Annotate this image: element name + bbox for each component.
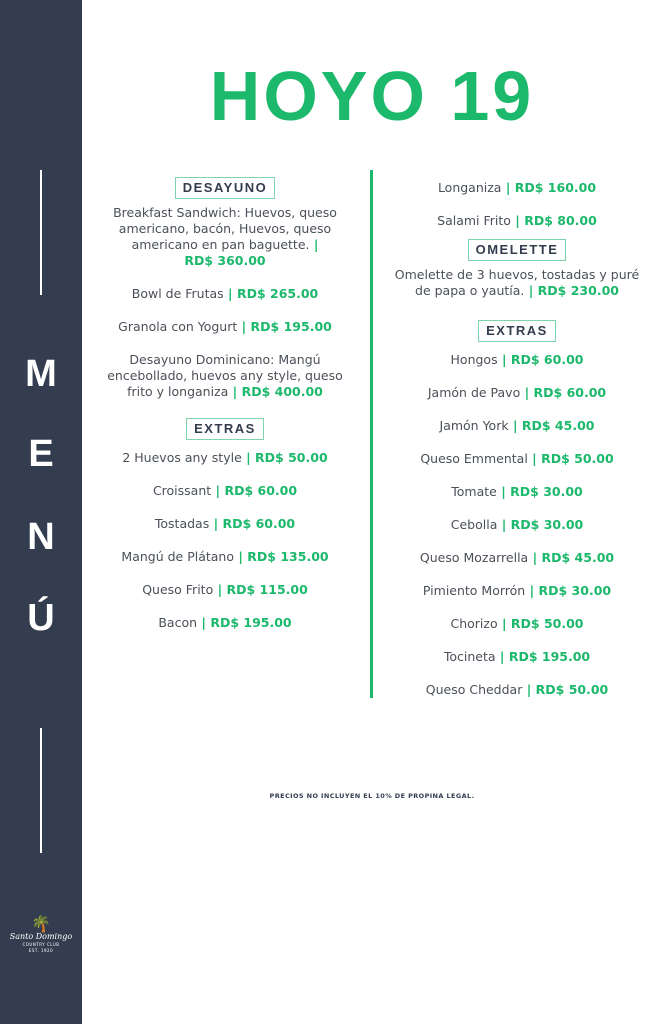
- menu-item: [100, 615, 350, 631]
- menu-item: [100, 582, 350, 598]
- menu-item: [100, 516, 350, 532]
- price-separator: |: [510, 213, 525, 228]
- price-separator: |: [497, 616, 511, 631]
- menu-item: [100, 205, 350, 269]
- sidebar-letter-e: E: [28, 433, 54, 475]
- price-separator: |: [234, 549, 248, 564]
- omelette-list: [392, 267, 642, 299]
- menu-item-price: RD$ 360.00: [184, 253, 266, 268]
- column-divider: [370, 170, 373, 698]
- menu-item-name: Longaniza: [437, 180, 502, 195]
- menu-item-name: Chorizo: [450, 616, 498, 631]
- sidebar-letter-u: Ú: [27, 597, 55, 639]
- menu-item: [100, 319, 350, 335]
- menu-item: [100, 549, 350, 565]
- sidebar-bottom-line: [40, 728, 42, 853]
- extras-right-list: [392, 352, 642, 698]
- menu-item: [392, 267, 642, 299]
- price-separator: |: [497, 352, 511, 367]
- menu-item-price: RD$ 135.00: [247, 549, 329, 564]
- menu-item-name: Cebolla: [450, 517, 498, 532]
- menu-item-price: RD$ 80.00: [524, 213, 597, 228]
- menu-item-price: RD$ 195.00: [250, 319, 332, 334]
- menu-item-name: Pimiento Morrón: [422, 583, 526, 598]
- price-separator: |: [213, 582, 227, 597]
- menu-item-price: RD$ 160.00: [514, 180, 597, 195]
- extras-heading-left: EXTRAS: [186, 418, 264, 440]
- menu-item: [105, 352, 345, 400]
- logo-script: Santo Domingo: [9, 932, 73, 941]
- price-separator: |: [209, 516, 223, 531]
- club-logo: [6, 916, 76, 954]
- menu-item-name: Bacon: [158, 615, 198, 630]
- omelette-heading: OMELETTE: [468, 239, 567, 261]
- price-separator: |: [528, 550, 542, 565]
- price-separator: |: [522, 682, 536, 697]
- menu-item: [392, 418, 642, 434]
- right-column: [392, 180, 642, 698]
- menu-item-price: RD$ 50.00: [255, 450, 328, 465]
- menu-item-name: Jamón de Pavo: [427, 385, 521, 400]
- desayuno-list: [100, 205, 350, 400]
- left-column: [100, 177, 350, 631]
- menu-item-price: RD$ 60.00: [224, 483, 298, 498]
- menu-item-price: RD$ 115.00: [226, 582, 308, 597]
- menu-item-price: RD$ 265.00: [236, 286, 319, 301]
- menu-item-name: Desayuno Dominicano: Mangú encebollado, huevos any style, queso frito y longaniza: [107, 352, 343, 399]
- menu-item: [100, 286, 350, 302]
- menu-item: [392, 583, 642, 599]
- price-separator: |: [520, 385, 534, 400]
- price-separator: |: [501, 180, 515, 195]
- menu-item-price: RD$ 50.00: [541, 451, 614, 466]
- menu-item-price: RD$ 230.00: [537, 283, 619, 298]
- menu-item-name: Tocineta: [443, 649, 496, 664]
- menu-item-name: Mangú de Plátano: [121, 549, 235, 564]
- logo-line2: COUNTRY CLUB: [22, 942, 60, 947]
- logo-line3: EST. 1920: [28, 948, 54, 953]
- sidebar: [0, 0, 82, 1024]
- menu-item: [100, 450, 350, 466]
- palm-tree-icon: 🌴: [31, 914, 51, 933]
- menu-item: [392, 517, 642, 533]
- menu-item: [392, 649, 642, 665]
- price-separator: |: [497, 517, 511, 532]
- menu-item-name: Tomate: [451, 484, 497, 499]
- sidebar-top-line: [40, 170, 42, 295]
- menu-item-name: Breakfast Sandwich: Huevos, queso americano, bacón, Huevos, queso americano en pan baguette.: [113, 205, 337, 252]
- extras-left-list: [100, 450, 350, 631]
- menu-item: [392, 451, 642, 467]
- menu-item-price: RD$ 400.00: [241, 384, 323, 399]
- page-title: HOYO 19: [209, 57, 535, 135]
- menu-item-name: Queso Emmental: [420, 451, 528, 466]
- price-separator: |: [309, 237, 319, 252]
- menu-item: [392, 213, 642, 229]
- menu-item: [392, 616, 642, 632]
- menu-item: [392, 352, 642, 368]
- menu-item-name: 2 Huevos any style: [122, 450, 242, 465]
- menu-item-price: RD$ 45.00: [521, 418, 595, 433]
- menu-item-price: RD$ 60.00: [222, 516, 296, 531]
- menu-item-name: Queso Frito: [142, 582, 214, 597]
- price-separator: |: [496, 484, 511, 499]
- price-separator: |: [237, 319, 251, 334]
- extras-heading-right: EXTRAS: [478, 320, 556, 342]
- menu-item: [392, 180, 642, 196]
- menu-item-price: RD$ 30.00: [538, 583, 612, 598]
- menu-item-name: Queso Cheddar: [425, 682, 523, 697]
- menu-item: [392, 550, 642, 566]
- price-separator: |: [197, 615, 211, 630]
- menu-item-price: RD$ 50.00: [535, 682, 609, 697]
- menu-item-price: RD$ 30.00: [510, 484, 583, 499]
- sidebar-letter-n: N: [27, 516, 55, 558]
- sidebar-letter-m: M: [25, 353, 57, 395]
- menu-item-name: Queso Mozarrella: [419, 550, 529, 565]
- price-separator: |: [524, 283, 538, 298]
- menu-item-price: RD$ 60.00: [533, 385, 607, 400]
- menu-item: [392, 385, 642, 401]
- menu-item-name: Omelette de 3 huevos, tostadas y puré de papa o yautía.: [394, 267, 640, 298]
- menu-item: [100, 483, 350, 499]
- price-separator: |: [241, 450, 256, 465]
- price-separator: |: [495, 649, 509, 664]
- menu-item-name: Salami Frito: [437, 213, 511, 228]
- menu-item-name: Jamón York: [439, 418, 509, 433]
- menu-item-price: RD$ 50.00: [510, 616, 584, 631]
- price-separator: |: [228, 384, 242, 399]
- menu-item: [392, 682, 642, 698]
- menu-item-price: RD$ 45.00: [541, 550, 615, 565]
- menu-item-price: RD$ 60.00: [510, 352, 584, 367]
- menu-item-name: Croissant: [152, 483, 212, 498]
- menu-item: [392, 484, 642, 500]
- top-right-list: [392, 180, 642, 229]
- menu-item-price: RD$ 195.00: [210, 615, 292, 630]
- menu-item-name: Bowl de Frutas: [131, 286, 224, 301]
- price-separator: |: [508, 418, 522, 433]
- price-separator: |: [527, 451, 542, 466]
- menu-item-name: Granola con Yogurt: [118, 319, 238, 334]
- footnote: PRECIOS NO INCLUYEN EL 10% DE PROPINA LEGAL.: [269, 792, 475, 800]
- price-separator: |: [211, 483, 225, 498]
- desayuno-heading: DESAYUNO: [175, 177, 275, 199]
- menu-item-price: RD$ 195.00: [508, 649, 591, 664]
- menu-item-name: Hongos: [450, 352, 498, 367]
- price-separator: |: [223, 286, 237, 301]
- menu-item-price: RD$ 30.00: [510, 517, 584, 532]
- menu-item-name: Tostadas: [154, 516, 210, 531]
- price-separator: |: [525, 583, 539, 598]
